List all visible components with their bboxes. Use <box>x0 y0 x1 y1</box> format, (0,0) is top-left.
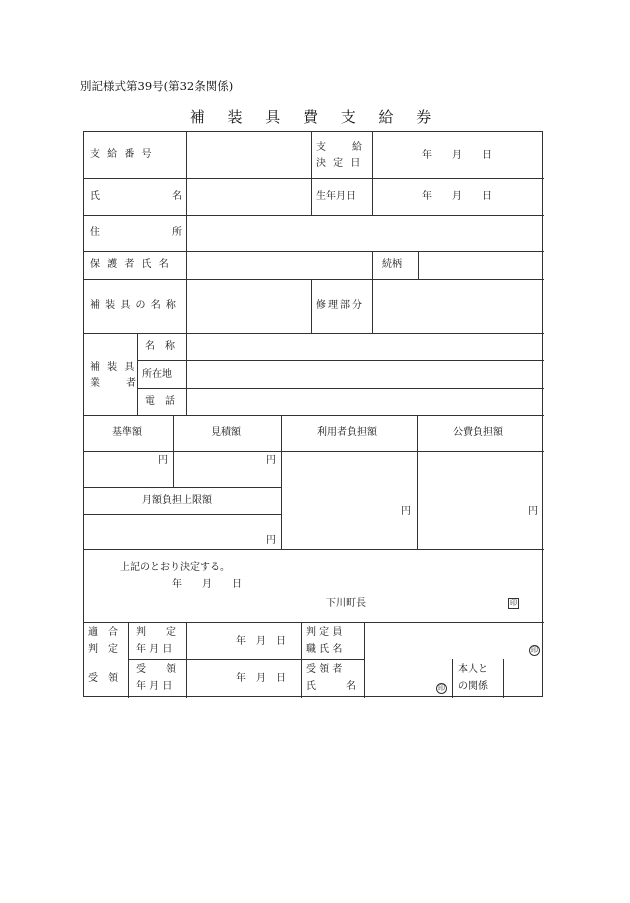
divider-line <box>84 549 544 550</box>
divider-line <box>84 251 544 252</box>
label-tekigo-2: 判 定 <box>88 644 118 655</box>
label-juryo-ymd-1: 受 領 <box>136 664 176 675</box>
label-sogu-meisho: 補 装 具 の 名 称 <box>90 300 177 311</box>
decision-date: 年 月 日 <box>172 579 242 590</box>
label-meisho: 名 称 <box>145 341 175 352</box>
label-shuri-bubun: 修理部分 <box>316 300 364 311</box>
divider-line <box>311 279 312 333</box>
label-kankei-1: 本人と <box>458 664 488 675</box>
seal-mark-mayor: 印 <box>510 599 517 607</box>
yen-kijungaku: 円 <box>158 455 168 466</box>
decision-statement: 上記のとおり決定する。 <box>120 562 230 573</box>
label-kohi-futan: 公費負担額 <box>453 427 503 438</box>
label-juryosha-1: 受 領 者 <box>306 664 343 675</box>
label-getsugaku-jogen: 月額負担上限額 <box>142 495 212 506</box>
hantei-date-value: 年 月 日 <box>236 636 286 647</box>
divider-line <box>503 659 504 698</box>
divider-line <box>452 659 453 698</box>
mayor-name: 下川町長 <box>326 598 366 609</box>
label-shikyu-bango: 支 給 番 号 <box>90 149 154 160</box>
label-seinengappi: 生年月日 <box>316 191 356 202</box>
divider-line <box>84 487 281 488</box>
label-hantei-ymd-1: 判 定 <box>136 627 176 638</box>
label-juryo: 受 領 <box>88 673 118 684</box>
juryo-date-value: 年 月 日 <box>236 673 286 684</box>
divider-line <box>417 415 418 549</box>
label-riyosha-futan: 利用者負担額 <box>317 427 377 438</box>
yen-getsugaku-jogen: 円 <box>266 535 276 546</box>
birth-date-value: 年 月 日 <box>422 191 492 202</box>
label-shikyu-kettei-1: 支 給 <box>316 142 364 153</box>
label-hantei-in-2: 職 氏 名 <box>306 644 343 655</box>
seal-mark-hantei: 印 <box>531 646 538 654</box>
label-shikyu-kettei-2: 決 定 日 <box>316 158 363 169</box>
divider-line <box>84 333 544 334</box>
divider-line <box>281 415 282 549</box>
divider-line <box>173 415 174 487</box>
label-tekigo-1: 適 合 <box>88 627 118 638</box>
label-gyosha-2: 業 者 <box>90 378 138 389</box>
yen-kohi-futan: 円 <box>528 506 538 517</box>
label-kankei-2: の関係 <box>458 681 488 692</box>
divider-line <box>84 178 544 179</box>
form-title: 補 装 具 費 支 給 券 <box>189 108 441 126</box>
form-number-note: 別記様式第39号(第32条関係) <box>80 79 234 93</box>
seal-mark-juryosha: 印 <box>438 684 445 692</box>
label-shimei-2: 名 <box>172 191 182 202</box>
divider-line <box>84 279 544 280</box>
label-shozaichi: 所在地 <box>142 369 172 380</box>
divider-line <box>84 514 281 515</box>
divider-line <box>128 622 129 698</box>
label-shimei-1: 氏 <box>90 191 100 202</box>
divider-line <box>372 279 373 333</box>
divider-line <box>84 622 544 623</box>
voucher-table <box>83 131 543 697</box>
divider-line <box>418 251 419 279</box>
label-hantei-in-1: 判 定 員 <box>306 627 343 638</box>
divider-line <box>364 622 365 698</box>
divider-line <box>311 132 312 215</box>
divider-line <box>84 215 544 216</box>
divider-line <box>137 360 544 361</box>
label-zokugara: 続柄 <box>382 259 402 270</box>
divider-line <box>372 132 373 215</box>
divider-line <box>137 388 544 389</box>
decision-date-value: 年 月 日 <box>422 150 492 161</box>
label-jusho-2: 所 <box>172 227 182 238</box>
divider-line <box>137 333 138 415</box>
divider-line <box>186 622 187 698</box>
divider-line <box>301 622 302 698</box>
divider-line <box>186 132 187 333</box>
label-hantei-ymd-2: 年 月 日 <box>136 644 173 655</box>
divider-line <box>372 251 373 279</box>
label-jusho-1: 住 <box>90 227 100 238</box>
yen-mitsumorigaku: 円 <box>266 455 276 466</box>
label-denwa: 電 話 <box>145 396 175 407</box>
divider-line <box>186 333 187 415</box>
divider-line <box>128 659 364 660</box>
divider-line <box>84 415 544 416</box>
label-gyosha-1: 補 装 具 <box>90 362 137 373</box>
label-juryo-ymd-2: 年 月 日 <box>136 681 173 692</box>
label-juryosha-2: 氏 名 <box>306 681 356 692</box>
label-kijungaku: 基準額 <box>112 427 142 438</box>
label-hogosha: 保 護 者 氏 名 <box>90 259 171 270</box>
yen-riyosha-futan: 円 <box>401 506 411 517</box>
divider-line <box>84 451 544 452</box>
label-mitsumorigaku: 見積額 <box>211 427 241 438</box>
